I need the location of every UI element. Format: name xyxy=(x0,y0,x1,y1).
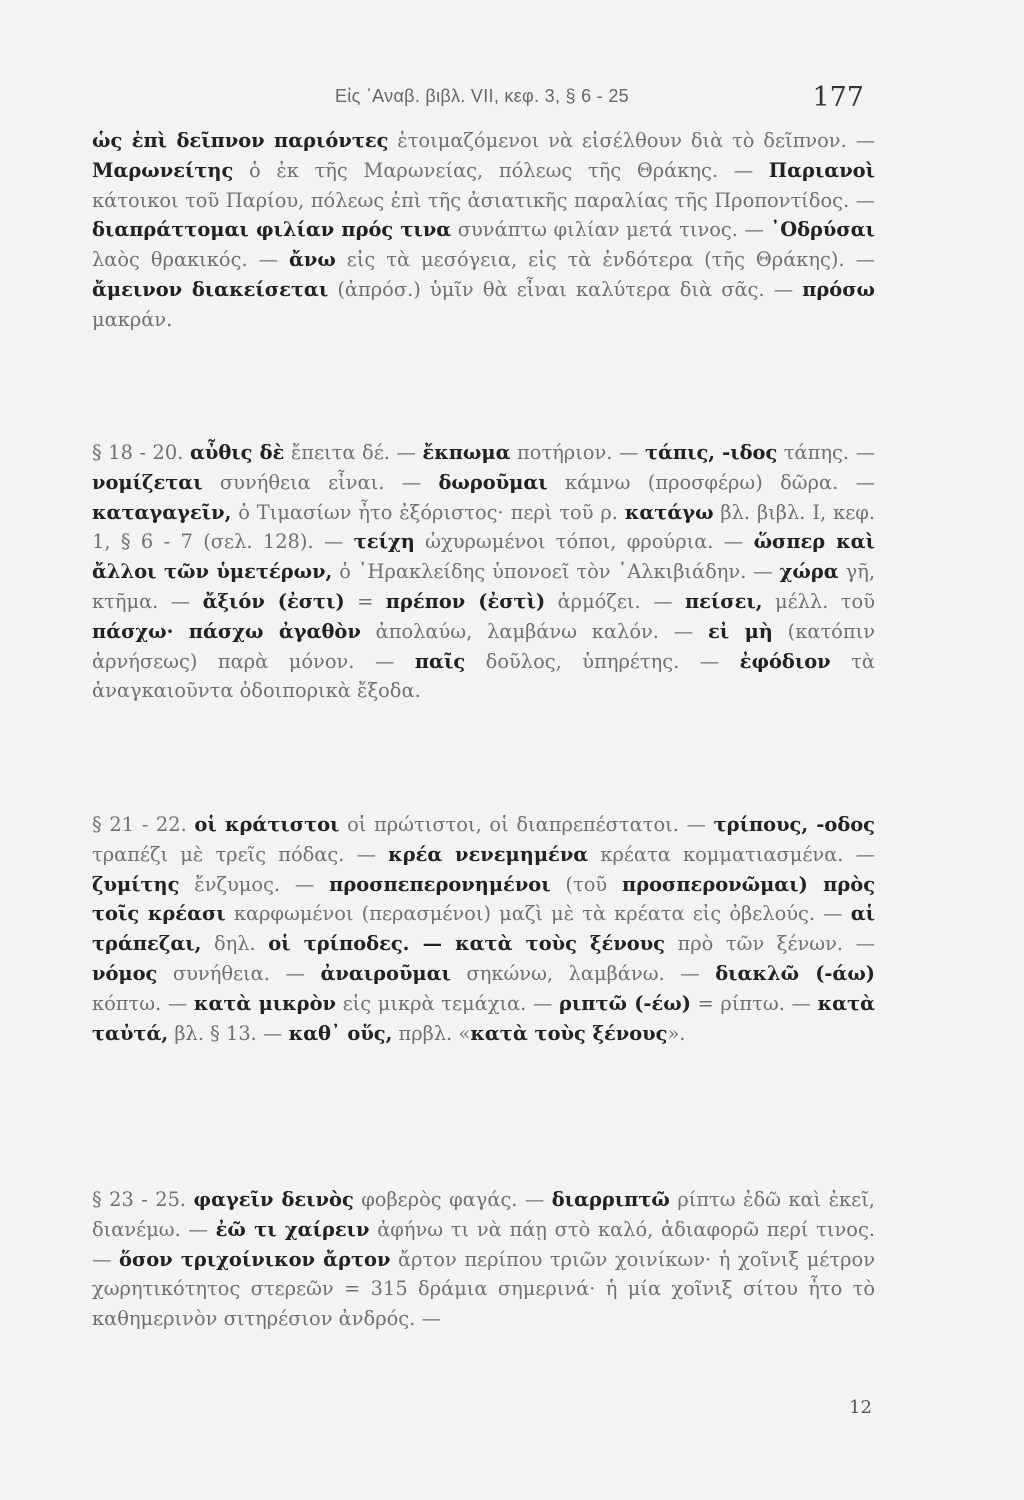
gloss-text: § 23 - 25. xyxy=(92,1188,194,1211)
headword: ὥσπερ καὶ ἄλλοι τῶν ὑμετέρων, xyxy=(92,530,875,584)
gloss-text: λαὸς θρακικός. — xyxy=(92,248,289,272)
gloss-text: γῆ, κτῆμα. — xyxy=(92,560,875,613)
gloss-text: ». xyxy=(667,1021,686,1045)
headword: ἄμεινον διακείσεται xyxy=(92,277,329,301)
gloss-text: βλ. § 13. — xyxy=(168,1021,289,1045)
headword: τείχη xyxy=(353,530,415,554)
gloss-text: ὁ ἐκ τῆς Μαρωνείας, πόλεως τῆς Θράκης. — xyxy=(233,158,769,182)
gloss-text: ὁ ῾Ηρακλείδης ὑπονοεῖ τὸν ᾿Αλκιβιάδην. — xyxy=(332,560,780,584)
headword: κρέα νενεμημένα xyxy=(388,842,589,866)
headword: τάπις, -ιδος xyxy=(644,441,778,464)
gloss-text: μέλλ. τοῦ xyxy=(762,589,875,613)
gloss-text: § 21 - 22. xyxy=(92,813,195,836)
paragraph-glossary-1 xyxy=(92,126,875,335)
headword: φαγεῖν δεινὸς xyxy=(193,1188,354,1211)
gloss-text: βλ. βιβλ. I, κεφ. 1, § 6 - 7 (σελ. 128). — xyxy=(92,500,875,554)
gloss-text: (τοῦ xyxy=(550,872,623,896)
gloss-text: ποτήριον. — xyxy=(510,441,645,464)
headword: κατὰ μικρὸν xyxy=(193,991,336,1015)
headword: οἱ κράτιστοι xyxy=(194,813,340,836)
paragraph-section-21-22 xyxy=(92,810,875,1048)
headword: καταγαγεῖν, xyxy=(92,500,232,524)
gloss-text: δοῦλος, ὑπηρέτης. — xyxy=(465,649,740,673)
gloss-text: συνάπτω φιλίαν μετά τινος. — xyxy=(451,218,771,242)
headword: ἔκπωμα xyxy=(422,441,511,464)
gloss-text: ἑτοιμαζόμενοι νὰ εἰσέλθουν διὰ τὸ δεῖπνον. — xyxy=(388,129,875,152)
headword: ὡς ἐπὶ δεῖπνον παριόντες xyxy=(92,129,389,152)
headword: προσπερονῶμαι) πρὸς τοῖς κρέασι xyxy=(92,872,875,926)
headword: διαρριπτῶ xyxy=(551,1188,670,1211)
gloss-text: ἄρτον περίπου τριῶν χοινίκων· ἡ χοῖνιξ μέτρον χωρητικότητος στερεῶν = 315 δράμια σημερινά· ἡ μία χοῖνιξ σίτου ἦτο τὸ καθημερινὸν σιτηρέσιον ἀνδρός. — xyxy=(92,1247,875,1331)
headword: πάσχω· πάσχω ἀγαθὸν xyxy=(92,619,361,643)
gloss-text: ἔπειτα δέ. — xyxy=(284,441,423,464)
headword: ἐφόδιον xyxy=(739,649,831,673)
gloss-text: φοβερὸς φαγάς. — xyxy=(353,1188,552,1211)
gloss-text: μακράν. xyxy=(92,307,173,331)
headword: διακλῶ (-άω) xyxy=(715,961,875,985)
gloss-text: τὰ ἀναγκαιοῦντα ὁδοιπορικὰ ἔξοδα. xyxy=(92,649,875,703)
gloss-text: ἀφήνω τι νὰ πάῃ στὸ καλό, ἀδιαφορῶ περί τινος. — xyxy=(92,1217,875,1271)
headword: ζυμίτης xyxy=(92,872,180,896)
headword: πρόσω xyxy=(802,277,875,301)
headword: δωροῦμαι xyxy=(438,470,548,494)
signature-mark: 12 xyxy=(849,1397,872,1418)
headword: αὖθις δὲ xyxy=(189,441,285,464)
gloss-text: = xyxy=(344,589,386,613)
gloss-text: ρίπτω ἐδῶ καὶ ἐκεῖ, διανέμω. — xyxy=(92,1188,875,1241)
headword: χώρα xyxy=(779,560,839,584)
headword: πρέπον (ἐστὶ) xyxy=(385,589,546,613)
headword: κατάγω xyxy=(624,500,714,524)
gloss-text: πρὸ τῶν ξένων. — xyxy=(664,932,876,956)
headword: κατὰ ταὐτά, xyxy=(92,991,875,1045)
headword: νομίζεται xyxy=(92,470,203,494)
paragraph-section-23-25 xyxy=(92,1185,875,1334)
headword: εἰ μὴ xyxy=(707,619,773,643)
headword: καθ᾿ οὕς, xyxy=(288,1021,393,1045)
headword: προσπεπερονημένοι xyxy=(329,872,551,896)
gloss-text: δηλ. xyxy=(201,932,269,956)
gloss-text: καρφωμένοι (περασμένοι) μαζὶ μὲ τὰ κρέατα εἰς ὀβελούς. — xyxy=(225,902,851,926)
headword: παῖς xyxy=(414,649,466,673)
gloss-text: κόπτω. — xyxy=(92,991,194,1015)
page-header xyxy=(92,84,872,124)
headword: ἀναιροῦμαι xyxy=(320,961,451,985)
gloss-text: ἀπολαύω, λαμβάνω καλόν. — xyxy=(360,619,708,643)
headword: αἱ τράπεζαι, xyxy=(92,902,875,956)
headword: οἱ τρίποδες. — κατὰ τοὺς ξένους xyxy=(268,932,665,956)
gloss-text: κάτοικοι τοῦ Παρίου, πόλεως ἐπὶ τῆς ἀσιατικῆς παραλίας τῆς Προποντίδος. — xyxy=(92,188,875,212)
gloss-text: § 18 - 20. xyxy=(92,441,190,464)
gloss-text: πρβλ. « xyxy=(392,1021,471,1045)
headword: ἄξιόν (ἐστι) xyxy=(202,589,345,613)
headword: Μαρωνείτης xyxy=(92,158,234,182)
gloss-text: (ἀπρόσ.) ὑμῖν θὰ εἶναι καλύτερα διὰ σᾶς. — xyxy=(328,277,803,301)
gloss-text: κρέατα κομματιασμένα. — xyxy=(588,842,876,866)
headword: πείσει, xyxy=(684,589,763,613)
headword: ὅσον τριχοίνικον ἄρτον xyxy=(119,1247,391,1271)
headword: ἄνω xyxy=(288,248,336,272)
headword: τρίπους, -οδος xyxy=(713,813,875,836)
gloss-text: σηκώνω, λαμβάνω. — xyxy=(450,961,716,985)
gloss-text: εἰς μικρὰ τεμάχια. — xyxy=(335,991,560,1015)
headword: κατὰ τοὺς ξένους xyxy=(470,1021,668,1045)
gloss-text: τάπης. — xyxy=(777,441,875,464)
headword: Παριανοὶ xyxy=(768,158,875,182)
gloss-text: ἁρμόζει. — xyxy=(545,589,685,613)
gloss-text: εἰς τὰ μεσόγεια, εἰς τὰ ἐνδότερα (τῆς Θράκης). — xyxy=(335,248,875,272)
gloss-text: ὁ Τιμασίων ἦτο ἐξόριστος· περὶ τοῦ ρ. xyxy=(231,500,625,524)
headword: διαπράττομαι φιλίαν πρός τινα xyxy=(92,218,452,242)
gloss-text: οἱ πρώτιστοι, οἱ διαπρεπέστατοι. — xyxy=(339,813,714,836)
gloss-text: τραπέζι μὲ τρεῖς πόδας. — xyxy=(92,842,389,866)
headword: ᾿Οδρύσαι xyxy=(770,218,875,242)
headword: ριπτῶ (-έω) xyxy=(559,991,691,1015)
gloss-text: ἔνζυμος. — xyxy=(179,872,330,896)
headword: νόμος xyxy=(92,961,158,985)
gloss-text: ὠχυρωμένοι τόποι, φρούρια. — xyxy=(414,530,754,554)
headword: ἐῶ τι χαίρειν xyxy=(215,1217,370,1241)
gloss-text: συνήθεια. — xyxy=(157,961,321,985)
page-number: 177 xyxy=(812,82,864,113)
gloss-text: (κατόπιν ἀρνήσεως) παρὰ μόνον. — xyxy=(92,619,875,673)
paragraph-section-18-20 xyxy=(92,438,875,706)
gloss-text: = ρίπτω. — xyxy=(690,991,818,1015)
gloss-text: κάμνω (προσφέρω) δῶρα. — xyxy=(547,470,875,494)
running-head: Εἰς ᾿Αναβ. βιβλ. VII, κεφ. 3, § 6 - 25 xyxy=(335,86,629,106)
gloss-text: συνήθεια εἶναι. — xyxy=(202,470,439,494)
